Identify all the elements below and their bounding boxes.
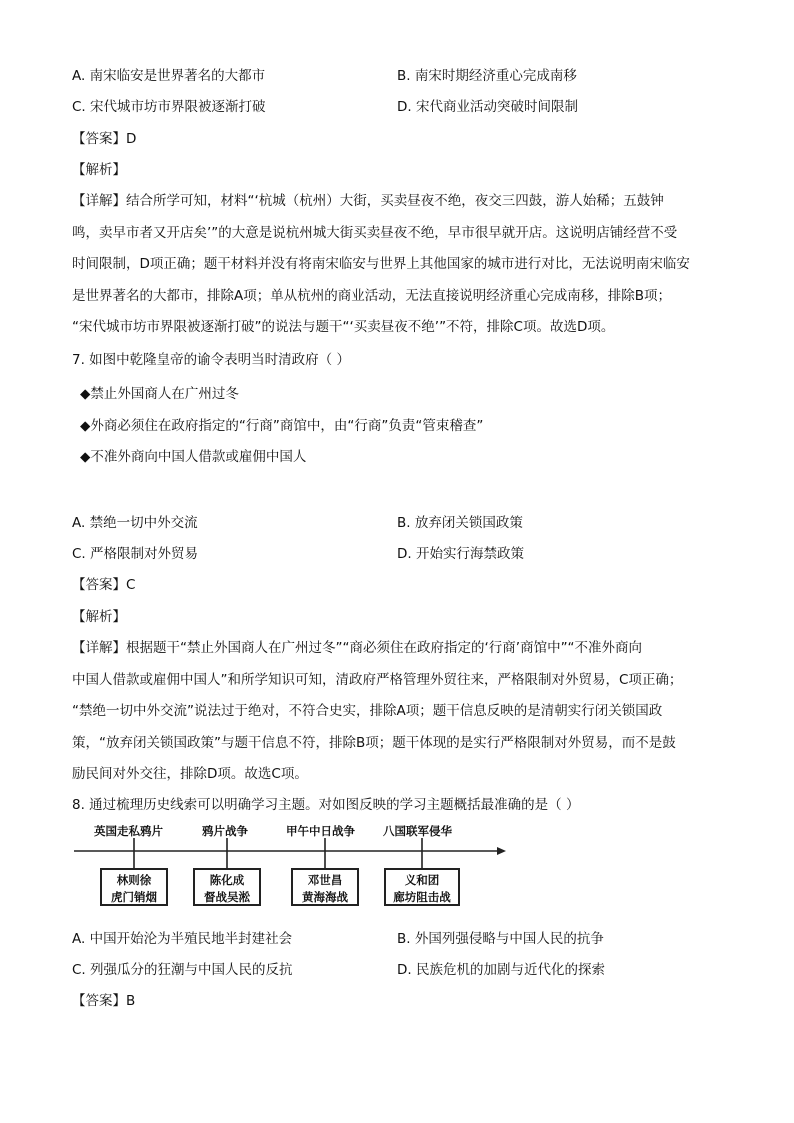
q6-detail-line: “宋代城市坊市界限被逐渐打破”的说法与题干“‘买卖昼夜不绝’”不符，排除C项。故选D项。 <box>72 319 615 335</box>
q6-option-b: B. 南宋时期经济重心完成南移 <box>397 68 577 84</box>
timeline-diagram <box>72 820 512 920</box>
timeline-event-box <box>193 868 261 906</box>
event-person: 邓世昌 <box>307 873 343 887</box>
q6-option-d: D. 宋代商业活动突破时间限制 <box>397 99 578 115</box>
timeline-label: 鸦片战争 <box>202 824 248 838</box>
q7-bullet: ◆不准外商向中国人借款或雇佣中国人 <box>80 449 307 465</box>
timeline-label: 英国走私鸦片 <box>94 824 163 838</box>
q6-detail-line: 时间限制，D项正确；题干材料并没有将南宋临安与世界上其他国家的城市进行对比，无法说明南宋临安 <box>72 256 690 272</box>
q7-option-c: C. 严格限制对外贸易 <box>72 546 199 562</box>
q8-answer: 【答案】B <box>72 993 136 1009</box>
q7-detail-line: 【详解】根据题干“禁止外国商人在广州过冬”“商必须住在政府指定的‘行商’商馆中”“不准外商向 <box>72 640 643 656</box>
q7-analysis-label: 【解析】 <box>72 609 126 625</box>
q7-detail-line: 中国人借款或雇佣中国人”和所学知识可知，清政府严格管理外贸往来，严格限制对外贸易，C项正确； <box>72 671 683 688</box>
q7-answer: 【答案】C <box>72 577 136 593</box>
q7-option-d: D. 开始实行海禁政策 <box>397 546 524 562</box>
q7-detail <box>72 633 722 791</box>
q6-detail-line: 鸣，卖早市者又开店矣’”的大意是说杭州城大街买卖昼夜不绝，早市很早就开店。这说明店铺经营不受 <box>72 224 678 241</box>
timeline-event-box <box>291 868 359 906</box>
q6-option-c: C. 宋代城市坊市界限被逐渐打破 <box>72 99 266 115</box>
event-person: 林则徐 <box>116 873 152 887</box>
event-name: 黄海海战 <box>302 890 348 904</box>
q7-detail-line: “禁绝一切中外交流”说法过于绝对，不符合史实，排除A项；题干信息反映的是清朝实行闭关锁国政 <box>72 703 663 719</box>
timeline-event-box <box>384 868 460 906</box>
timeline-event-box <box>100 868 168 906</box>
q7-bullet: ◆外商必须住在政府指定的“行商”商馆中，由“行商”负责“管束稽查” <box>80 418 484 434</box>
q7-detail-line: 策，“放弃闭关锁国政策”与题干信息不符，排除B项；题干体现的是实行严格限制对外贸易，而不是鼓 <box>72 734 676 751</box>
q6-detail <box>72 186 722 344</box>
q8-option-b: B. 外国列强侵略与中国人民的抗争 <box>397 931 604 947</box>
q7-bullet: ◆禁止外国商人在广州过冬 <box>80 386 239 402</box>
q7-detail-line: 励民间对外交往，排除D项。故选C项。 <box>72 766 308 782</box>
q6-answer: 【答案】D <box>72 131 137 147</box>
timeline-label: 八国联军侵华 <box>383 824 452 838</box>
q7-option-a: A. 禁绝一切中外交流 <box>72 515 198 531</box>
event-name: 廊坊阻击战 <box>393 890 451 904</box>
q8-stem: 8. 通过梳理历史线索可以明确学习主题。对如图反映的学习主题概括最准确的是（ ） <box>72 797 580 813</box>
event-name: 虎门销烟 <box>111 890 157 904</box>
q7-stem: 7. 如图中乾隆皇帝的谕令表明当时清政府（ ） <box>72 352 350 368</box>
event-person: 义和团 <box>404 873 440 887</box>
q6-option-a: A. 南宋临安是世界著名的大都市 <box>72 68 266 84</box>
q8-option-d: D. 民族危机的加剧与近代化的探索 <box>397 962 605 978</box>
q6-analysis-label: 【解析】 <box>72 162 126 178</box>
q8-option-a: A. 中国开始沦为半殖民地半封建社会 <box>72 931 293 947</box>
q7-option-b: B. 放弃闭关锁国政策 <box>397 515 523 531</box>
timeline-arrow-icon <box>497 847 506 855</box>
q6-detail-line: 【详解】结合所学可知，材料“‘杭城（杭州）大街，买卖昼夜不绝，夜交三四鼓，游人始稀；五鼓钟 <box>72 193 664 209</box>
timeline-label: 甲午中日战争 <box>286 824 355 838</box>
q8-option-c: C. 列强瓜分的狂潮与中国人民的反抗 <box>72 962 293 978</box>
q6-detail-line: 是世界著名的大都市，排除A项；单从杭州的商业活动，无法直接说明经济重心完成南移，排除B项； <box>72 287 671 304</box>
event-person: 陈化成 <box>209 873 245 887</box>
event-name: 督战吴淞 <box>204 890 250 904</box>
